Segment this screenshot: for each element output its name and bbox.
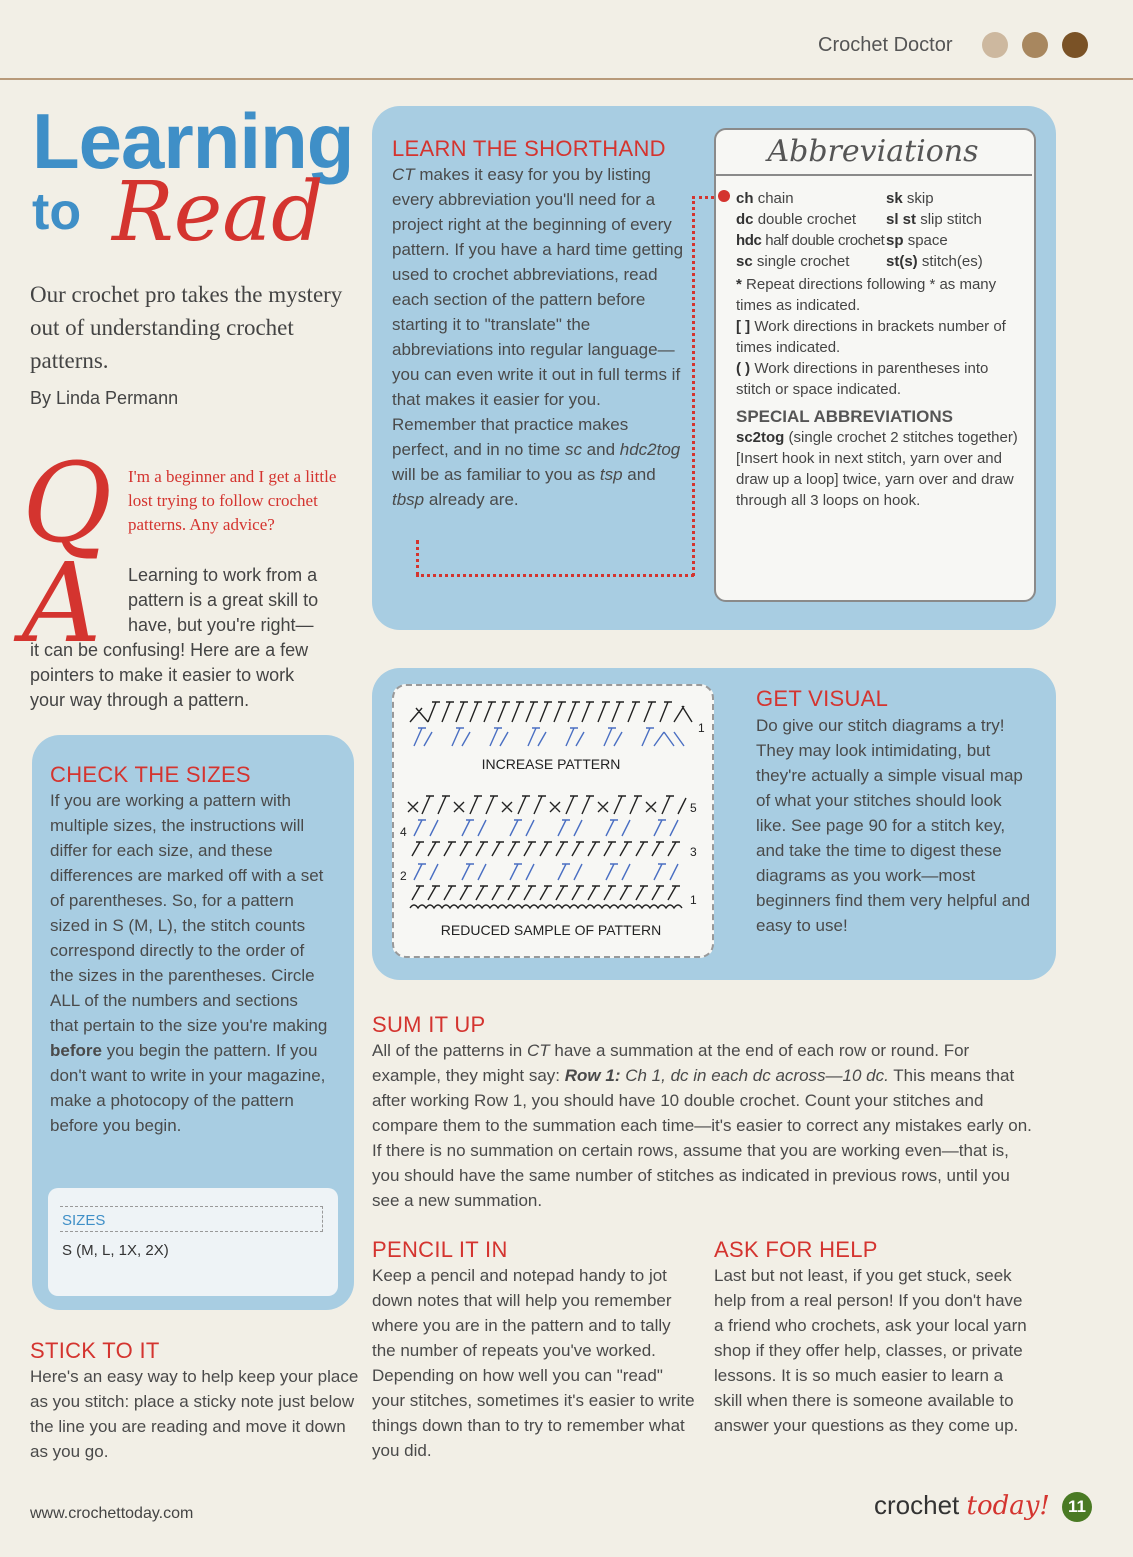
ct-italic: CT — [392, 165, 415, 184]
footer-brand — [874, 1490, 1050, 1521]
answer-line: it can be confusing! Here are a few — [30, 640, 309, 660]
tbsp-italic: tbsp — [392, 490, 425, 509]
special-abbr-entry — [736, 427, 1020, 511]
abbr-meaning: stitch(es) — [921, 253, 983, 270]
abbr-meaning: skip — [906, 190, 934, 207]
example-text: Ch 1, dc in each dc across—10 dc. — [620, 1066, 889, 1085]
answer-line: pointers to make it easier to work — [30, 665, 295, 685]
sizes-value: S (M, L, 1X, 2X) — [62, 1242, 169, 1259]
row-number: 1 — [698, 721, 705, 735]
row-number: 4 — [400, 825, 407, 839]
connector-dots — [416, 540, 419, 576]
abbr-term: sk — [886, 190, 903, 207]
abbr-meaning: chain — [757, 190, 794, 207]
answer-line: pattern is a great skill to — [128, 590, 319, 610]
page-number: 11 — [1062, 1492, 1092, 1522]
sum-text: This means that after working Row 1, you should have 10 double crochet. Count your stitches and compare them to the summation each time—it's easier to correct any mistakes early on. If there is no summation on certain rows, assume that you are working even—that is, you should have the same number of stitches as indicated in previous rows, until you see a new summation. — [372, 1066, 1032, 1210]
check-sizes-text: you begin the pattern. If you don't want to write in your magazine, make a photocopy of the pattern before you begin. — [50, 1041, 326, 1135]
shorthand-text: and — [581, 440, 620, 459]
shorthand-body — [392, 162, 686, 512]
abbr-entry — [886, 188, 1026, 209]
row-label: Row 1: — [564, 1066, 621, 1085]
stick-heading: STICK TO IT — [30, 1338, 160, 1363]
get-visual-body: Do give our stitch diagrams a try! They may look intimidating, but they're actually a simple visual map of what your stitches should look like. See page 90 for a stitch key, and take the time to digest these diagrams as you work—most beginners find them very helpful and easy to use! — [756, 716, 1031, 935]
title-read: Read — [112, 165, 324, 260]
abbr-meaning: (single crochet 2 stitches together) [Insert hook in next stitch, yarn over and draw up a loop] twice, yarn over and draw through all 3 loops on hook. — [736, 429, 1018, 509]
q-initial: Q — [22, 439, 113, 567]
running-head: Crochet Doctor — [818, 34, 953, 56]
abbreviations-title: Abbreviations — [767, 134, 979, 169]
sum-heading: SUM IT UP — [372, 1012, 486, 1037]
answer-text — [30, 563, 360, 713]
header-dot-2 — [1022, 32, 1048, 58]
note-text: Repeat directions following * as many times as indicated. — [736, 276, 997, 314]
abbr-meaning: slip stitch — [920, 211, 982, 228]
check-sizes-text: If you are working a pattern with multiple sizes, the instructions will differ for each size, and these differences are marked off with a set of parentheses. So, for a pattern sized in S (M, L), the stitch counts correspond directly to the order of the sizes in the parentheses. Circle ALL of the numbers and sections that pertain to the size you're making — [50, 791, 328, 1035]
hdc2tog-italic: hdc2tog — [619, 440, 681, 459]
abbr-entry — [736, 188, 886, 209]
abbr-entry — [736, 251, 886, 272]
abbr-meaning: double crochet — [757, 211, 857, 228]
deck: Our crochet pro takes the mystery out of understanding crochet patterns. — [30, 282, 343, 373]
note-symbol: * — [736, 276, 742, 293]
sc-italic: sc — [564, 440, 582, 459]
connector-dots — [416, 574, 694, 577]
brand-word: crochet — [874, 1490, 960, 1520]
header-dot-1 — [982, 32, 1008, 58]
row-number: 2 — [400, 869, 407, 883]
increase-pattern-label: INCREASE PATTERN — [481, 756, 621, 772]
tsp-italic: tsp — [599, 465, 623, 484]
question-text: I'm a beginner and I get a little lost trying to follow crochet patterns. Any advice? — [128, 467, 337, 534]
abbr-term: sc2tog — [736, 429, 785, 446]
abbr-meaning: space — [907, 232, 948, 249]
stitch-diagram-icon — [392, 684, 710, 954]
abbr-note — [736, 358, 1020, 400]
stick-body: Here's an easy way to help keep your place as you stitch: place a sticky note just below the line you are reading and move it down as you go. — [30, 1367, 359, 1461]
abbreviations-title-rule — [714, 174, 1032, 176]
row-number: 3 — [690, 845, 697, 859]
special-abbr-heading: SPECIAL ABBREVIATIONS — [736, 407, 953, 426]
abbr-entry — [886, 251, 1026, 272]
note-text: Work directions in brackets number of times indicated. — [736, 318, 1006, 356]
answer-line: Learning to work from a — [128, 565, 318, 585]
abbr-entry — [886, 209, 1026, 230]
shorthand-text: and — [622, 465, 656, 484]
a-initial: A — [22, 539, 102, 667]
check-sizes-bold: before — [50, 1041, 102, 1060]
abbr-note — [736, 274, 1020, 316]
byline: By Linda Permann — [30, 388, 179, 408]
header-rule — [0, 78, 1133, 80]
abbr-term: ch — [736, 190, 754, 207]
row-number: 1 — [690, 893, 697, 907]
abbr-notes — [736, 274, 1020, 511]
check-sizes-heading: CHECK THE SIZES — [50, 762, 251, 787]
shorthand-heading: LEARN THE SHORTHAND — [392, 136, 666, 161]
bullet-dot-icon — [718, 190, 730, 202]
note-text: Work directions in parentheses into stitch or space indicated. — [736, 360, 989, 398]
header-dot-3 — [1062, 32, 1088, 58]
ct-italic: CT — [526, 1041, 550, 1060]
footer-url[interactable]: www.crochettoday.com — [30, 1505, 194, 1522]
abbr-term: dc — [736, 211, 754, 228]
sum-body — [372, 1038, 1038, 1213]
abbr-term: sl st — [886, 211, 917, 228]
check-sizes-body — [50, 788, 330, 1138]
sum-text: have a summation at the end of each row or round. For example, they might say: — [372, 1041, 970, 1085]
abbr-term: sp — [886, 232, 904, 249]
help-body: Last but not least, if you get stuck, seek help from a real person! If you don't have a friend who crochets, ask your local yarn shop if they offer help, classes, or private lessons. It is so much easier to learn a skill when there is someone available to answer your questions as they come up. — [714, 1266, 1027, 1435]
abbr-left-col — [736, 188, 886, 272]
abbr-term: hdc — [736, 232, 762, 249]
pencil-body: Keep a pencil and notepad handy to jot down notes that will help you remember where you are in the pattern and to tally the number of repeats you've worked. Depending on how well you can "read" your stitches, sometimes it's easier to write things down than to try to remember what you did. — [372, 1266, 695, 1460]
row-number: 5 — [690, 801, 697, 815]
sum-text: All of the patterns in — [372, 1041, 527, 1060]
get-visual-heading: GET VISUAL — [756, 686, 889, 711]
abbr-entry — [736, 230, 886, 251]
shorthand-text: will be as familiar to you as — [392, 465, 600, 484]
title-to: to — [32, 183, 82, 241]
connector-dots — [692, 196, 695, 576]
abbr-meaning: single crochet — [756, 253, 850, 270]
note-symbol: ( ) — [736, 360, 751, 377]
abbr-entry — [736, 209, 886, 230]
title-learning: Learning — [32, 97, 354, 185]
shorthand-text: makes it easy for you by listing every abbreviation you'll need for a project right at the beginning of every pattern. If you have a hard time getting used to crochet abbreviations, read each section of the pattern before starting it to "translate" the abbreviations into regular language—you can even write it out in full terms if that makes it easier for you. Remember that practice makes perfect, and in no time — [392, 165, 684, 459]
sizes-label: SIZES — [62, 1212, 106, 1229]
abbr-meaning: half double crochet — [765, 232, 885, 249]
help-heading: ASK FOR HELP — [714, 1237, 878, 1262]
note-symbol: [ ] — [736, 318, 751, 335]
abbr-term: st(s) — [886, 253, 918, 270]
brand-script: today! — [966, 1491, 1050, 1521]
reduced-sample-label: REDUCED SAMPLE OF PATTERN — [440, 922, 662, 938]
abbr-entry — [886, 230, 1026, 251]
abbr-note — [736, 316, 1020, 358]
answer-line: have, but you're right— — [128, 615, 314, 635]
shorthand-text: already are. — [424, 490, 519, 509]
abbr-term: sc — [736, 253, 753, 270]
answer-line: your way through a pattern. — [30, 690, 250, 710]
abbr-right-col — [886, 188, 1026, 272]
pencil-heading: PENCIL IT IN — [372, 1237, 508, 1262]
